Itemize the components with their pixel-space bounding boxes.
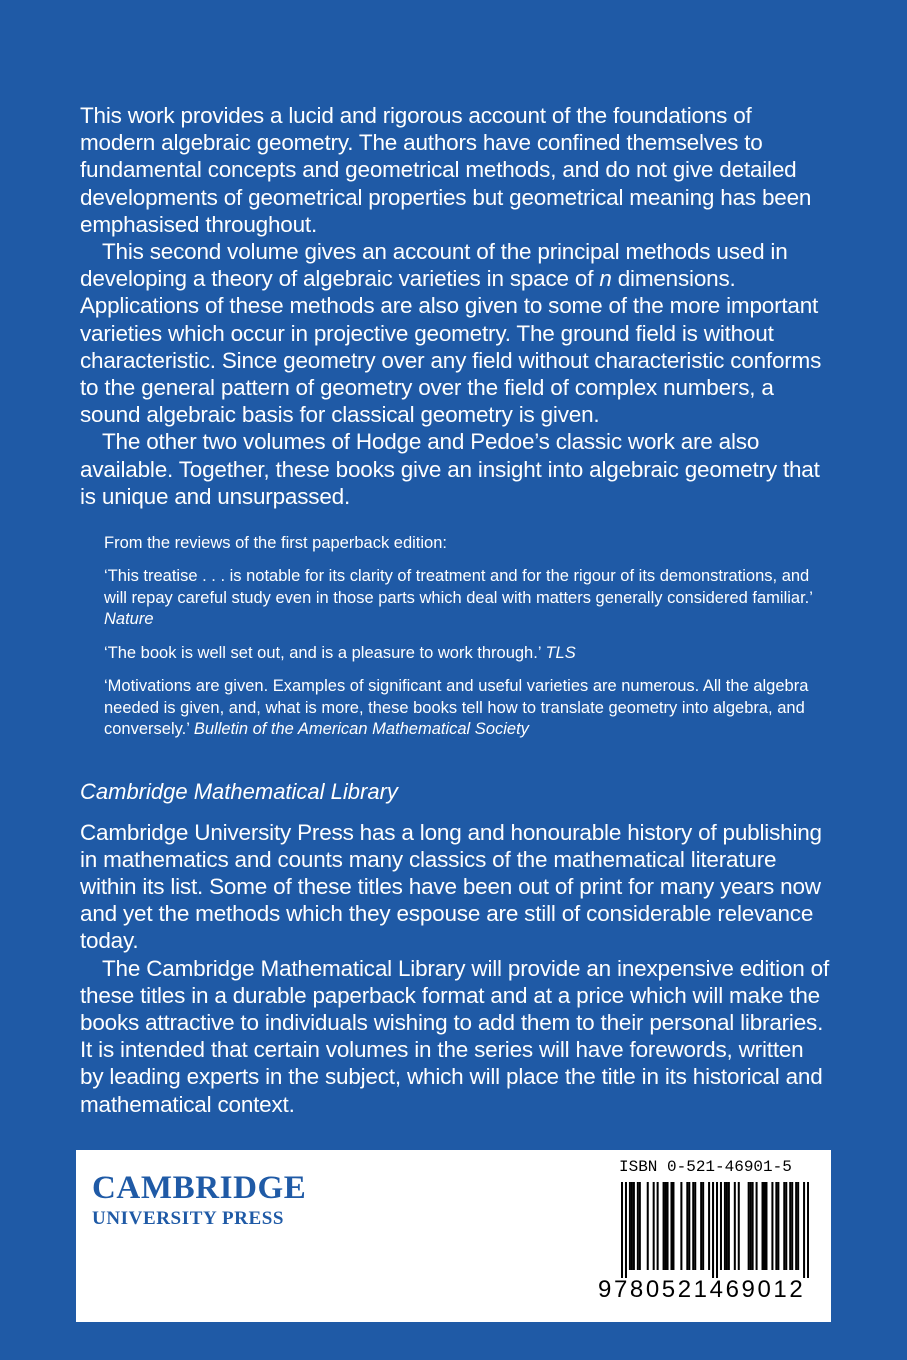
barcode-bar — [639, 1182, 641, 1270]
series-paragraph-2: The Cambridge Mathematical Library will provide an inexpensive edition of these titles in a durable paperback format and at a price which will make the books attractive to individuals wishing to add them to their personal libraries. It is intended that certain volumes in the series will have forewords, written by leading experts in the subject, which will place the title in its historical and mathematical context. — [80, 955, 830, 1117]
blurb-p2-italic-n: n — [599, 266, 612, 292]
publisher-logo-subtitle: UNIVERSITY PRESS — [92, 1208, 285, 1229]
barcode-bar — [765, 1182, 767, 1270]
barcode-bar — [789, 1182, 791, 1270]
blurb-paragraph-2 — [80, 238, 832, 428]
back-cover-text — [80, 102, 832, 1118]
barcode-bar — [756, 1182, 758, 1270]
barcode-bar — [803, 1182, 805, 1278]
barcode-bar — [647, 1182, 649, 1270]
barcode-bar — [700, 1182, 702, 1270]
publisher-logo-name: CAMBRIDGE — [92, 1170, 307, 1206]
barcode-bar — [653, 1182, 655, 1270]
blurb-p2-end: dimensions. Applications of these methods are also given to some of the more important varieties which occur in projective geometry. The ground field is without characteristic. Since geometry over any field without characteristic conforms to the general pattern of geometry over the field of complex numbers, a sound algebraic basis for classical geometry is given. — [80, 266, 822, 428]
review-quote — [104, 676, 832, 741]
barcode-bar — [670, 1182, 672, 1270]
publisher-barcode-panel — [76, 1150, 831, 1322]
review-quote — [104, 643, 832, 665]
barcode-bar — [631, 1182, 633, 1270]
barcode-bar — [686, 1182, 688, 1270]
barcode-bar — [752, 1182, 754, 1270]
review-source: Bulletin of the American Mathematical Society — [193, 720, 529, 739]
barcode-bar — [791, 1182, 793, 1270]
barcode-bar — [633, 1182, 635, 1270]
barcode-bar — [783, 1182, 785, 1270]
barcode-bar — [748, 1182, 750, 1270]
barcode-bar — [665, 1182, 667, 1270]
barcode-bar — [763, 1182, 765, 1270]
review-source: Nature — [104, 610, 154, 629]
reviews-heading: From the reviews of the first paperback edition: — [104, 534, 447, 553]
barcode-bar — [667, 1182, 669, 1270]
barcode-bar — [663, 1182, 665, 1270]
barcode-bar — [692, 1182, 694, 1270]
barcode-bar — [621, 1182, 623, 1278]
barcode-bar — [694, 1182, 696, 1270]
barcode-bar — [734, 1182, 736, 1270]
barcode-bar — [807, 1182, 809, 1278]
barcode-bar — [795, 1182, 797, 1270]
review-quote-text: ‘Motivations are given. Examples of significant and useful varieties are numerous. All the algebra needed is given, and, what is more, these books tell how to translate geometry into algebra, and conversely.’ — [104, 677, 809, 739]
barcode-bar — [702, 1182, 704, 1270]
barcode-bar — [720, 1182, 722, 1270]
barcode-bar — [712, 1182, 714, 1278]
barcode-digits: 9780521469012 — [598, 1276, 806, 1303]
barcode-bar — [708, 1182, 710, 1270]
barcode-bar — [680, 1182, 682, 1270]
review-quote — [104, 566, 832, 631]
series-paragraph-1: Cambridge University Press has a long and honourable history of publishing in mathematics and counts many classics of the mathematical literature within its list. Some of these titles have been out of print for many years now and yet the methods which they espouse are still of considerable relevance today. — [80, 819, 822, 954]
barcode-bar — [762, 1182, 764, 1270]
isbn-label: ISBN 0-521-46901-5 — [619, 1158, 792, 1176]
barcode-bar — [777, 1182, 779, 1270]
blurb-paragraph-3: The other two volumes of Hodge and Pedoe’s classic work are also available. Together, these books give an insight into algebraic geometry that is unique and unsurpassed. — [80, 429, 820, 509]
blurb-p2-start: This second volume gives an account of the principal methods used in developing a theory of algebraic varieties in space of — [80, 239, 788, 292]
blurb-paragraph-1: This work provides a lucid and rigorous account of the foundations of modern algebraic geometry. The authors have confined themselves to fundamental concepts and geometrical methods, and do not give detailed developments of geometrical properties but geometrical meaning has been emphasised throughout. — [80, 103, 812, 237]
barcode-bar — [771, 1182, 773, 1270]
barcode-bar — [738, 1182, 740, 1270]
review-source: TLS — [545, 643, 576, 662]
reviews-section — [80, 532, 832, 741]
series-title: Cambridge Mathematical Library — [80, 778, 398, 804]
barcode-bar — [716, 1182, 718, 1278]
barcode-bar — [750, 1182, 752, 1270]
barcode-bar — [775, 1182, 777, 1270]
review-quote-text: ‘This treatise . . . is notable for its clarity of treatment and for the rigour of its demonstrations, and will repay careful study even in those parts which deal with matters generally considered familiar.’ — [104, 567, 813, 607]
barcode-bar — [724, 1182, 726, 1270]
barcode-bar — [726, 1182, 728, 1270]
barcode-bar — [637, 1182, 639, 1270]
barcode-bar — [785, 1182, 787, 1270]
review-quote-text: ‘The book is well set out, and is a pleasure to work through.’ — [104, 643, 546, 662]
barcode-bar — [625, 1182, 627, 1278]
barcode-bar — [657, 1182, 659, 1270]
barcode-bar — [797, 1182, 799, 1270]
barcode-bar — [688, 1182, 690, 1270]
barcode-bar — [672, 1182, 674, 1270]
barcode-bar — [728, 1182, 730, 1270]
barcode-icon — [621, 1182, 809, 1278]
barcode-bar — [629, 1182, 631, 1270]
